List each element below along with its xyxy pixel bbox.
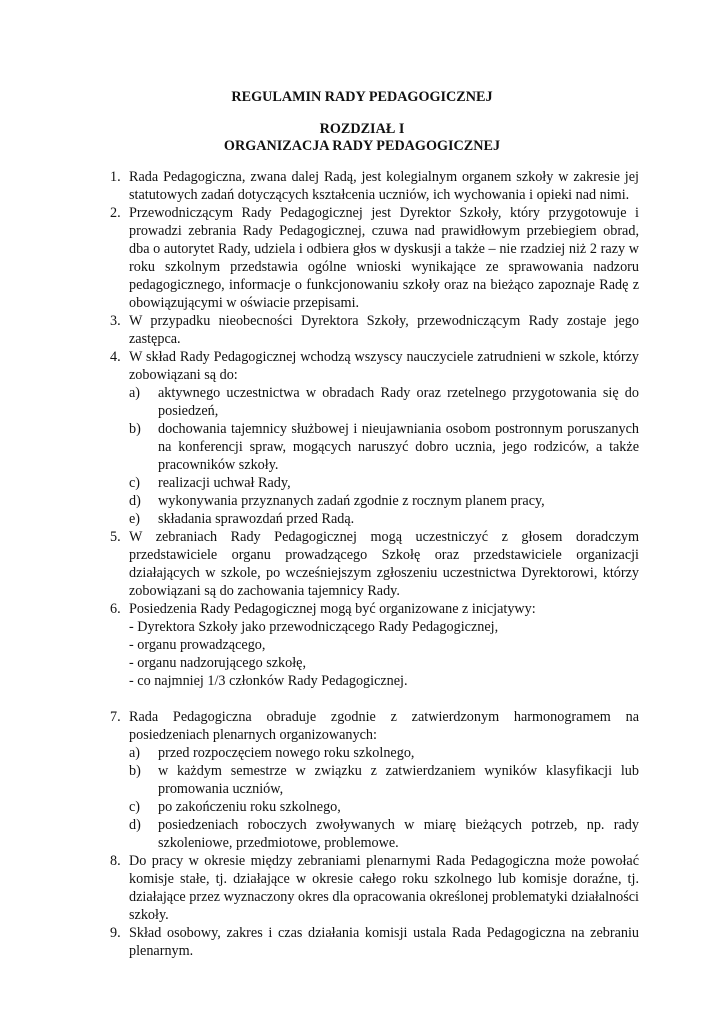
dash-line: - Dyrektora Szkoły jako przewodniczącego Rady Pedagogicznej, <box>129 619 499 635</box>
list-item-6 <box>110 600 639 690</box>
sub-item-d: d) wykonywania przyznanych zadań zgodnie z rocznym planem pracy, <box>129 493 545 509</box>
dash-line: - organu prowadzącego, <box>129 637 266 653</box>
sub-item-c: c) realizacji uchwał Rady, <box>129 475 291 491</box>
item-number: 3. <box>110 313 121 329</box>
document-title: REGULAMIN RADY PEDAGOGICZNEJ <box>231 89 493 105</box>
sub-item-d: d) posiedzeniach roboczych zwoływanych w miarę bieżących potrzeb, np. rady szkoleniowe, przedmiotowe, problemowe. <box>129 817 639 851</box>
dash-line: - organu nadzorującego szkołę, <box>129 655 307 671</box>
sub-item-c: c) po zakończeniu roku szkolnego, <box>129 799 341 815</box>
list-item-1 <box>110 168 639 204</box>
list-item-9 <box>110 924 639 960</box>
list-item-3 <box>110 312 639 348</box>
list-item-8 <box>110 852 639 924</box>
list-item-7 <box>110 708 639 852</box>
item-number: 2. <box>110 205 121 221</box>
sub-item-a: a) aktywnego uczestnictwa w obradach Rady oraz rzetelnego przygotowania się do posiedzeń, <box>129 385 639 419</box>
item-number: 8. <box>110 853 121 869</box>
item-text: W zebraniach Rady Pedagogicznej mogą uczestniczyć z głosem doradczym przedstawiciele organu prowadzącego Szkołę oraz przedstawiciele organizacji działających w szkole, po wcześniejszym zgłoszeniu uczestnictwa Dyrektorowi, którzy zobowiązani są do zachowania tajemnicy Rady. <box>129 529 639 599</box>
item-number: 5. <box>110 529 121 545</box>
list-item-4 <box>110 348 639 528</box>
sub-item-a: a) przed rozpoczęciem nowego roku szkolnego, <box>129 745 415 761</box>
item-text: W skład Rady Pedagogicznej wchodzą wszyscy nauczyciele zatrudnieni w szkole, którzy zobowiązani są do: <box>129 349 639 383</box>
sub-item-e: e) składania sprawozdań przed Radą. <box>129 511 355 527</box>
list-item-2 <box>110 204 639 312</box>
item-number: 1. <box>110 169 121 185</box>
item-text: Rada Pedagogiczna obraduje zgodnie z zatwierdzonym harmonogramem na posiedzeniach plenarnych organizowanych: <box>129 709 639 743</box>
sub-list <box>129 744 639 852</box>
item-text: Do pracy w okresie między zebraniami plenarnymi Rada Pedagogiczna może powołać komisje stałe, tj. działające w okresie całego roku szkolnego lub komisje doraźne, tj. działające przez wyznaczony okres dla opracowania określonej problematyki działalności szkoły. <box>129 853 639 923</box>
chapter-number: ROZDZIAŁ I <box>319 121 405 137</box>
list-item-5 <box>110 528 639 600</box>
document-body <box>110 168 639 960</box>
item-text: Posiedzenia Rady Pedagogicznej mogą być organizowane z inicjatywy: <box>129 601 536 617</box>
paragraph-gap <box>110 690 639 708</box>
item-number: 4. <box>110 349 121 365</box>
item-number: 9. <box>110 925 121 941</box>
sub-item-b: b) dochowania tajemnicy służbowej i nieujawniania osobom postronnym poruszanych na konferencji spraw, mogących naruszyć dobro ucznia, jego rodziców, a także pracowników szkoły. <box>129 421 639 473</box>
item-text: Rada Pedagogiczna, zwana dalej Radą, jest kolegialnym organem szkoły w zakresie jej statutowych zadań dotyczących kształcenia uczniów, ich wychowania i opieki nad nimi. <box>129 169 639 203</box>
item-number: 7. <box>110 709 121 725</box>
sub-item-b: b) w każdym semestrze w związku z zatwierdzaniem wyników klasyfikacji lub promowania uczniów, <box>129 763 639 797</box>
item-text: Przewodniczącym Rady Pedagogicznej jest Dyrektor Szkoły, który przygotowuje i prowadzi zebrania Rady Pedagogicznej, czuwa nad prawidłowym przebiegiem obrad, dba o autorytet Rady, udziela i odbiera głos w dyskusji a także – nie rzadziej niż 2 razy w roku szkolnym przedstawia ogólne wnioski wynikające ze sprawowania nadzoru pedagogicznego, informacje o funkcjonowaniu szkoły oraz na bieżąco zapoznaje Radę z obowiązującymi w oświacie przepisami. <box>129 205 639 311</box>
item-text: Skład osobowy, zakres i czas działania komisji ustala Rada Pedagogiczna na zebraniu plenarnym. <box>129 925 639 959</box>
item-number: 6. <box>110 601 121 617</box>
chapter-title: ORGANIZACJA RADY PEDAGOGICZNEJ <box>223 138 501 154</box>
dash-line: - co najmniej 1/3 członków Rady Pedagogicznej. <box>129 673 408 689</box>
sub-list <box>129 384 639 528</box>
item-text: W przypadku nieobecności Dyrektora Szkoły, przewodniczącym Rady zostaje jego zastępca. <box>129 313 639 347</box>
